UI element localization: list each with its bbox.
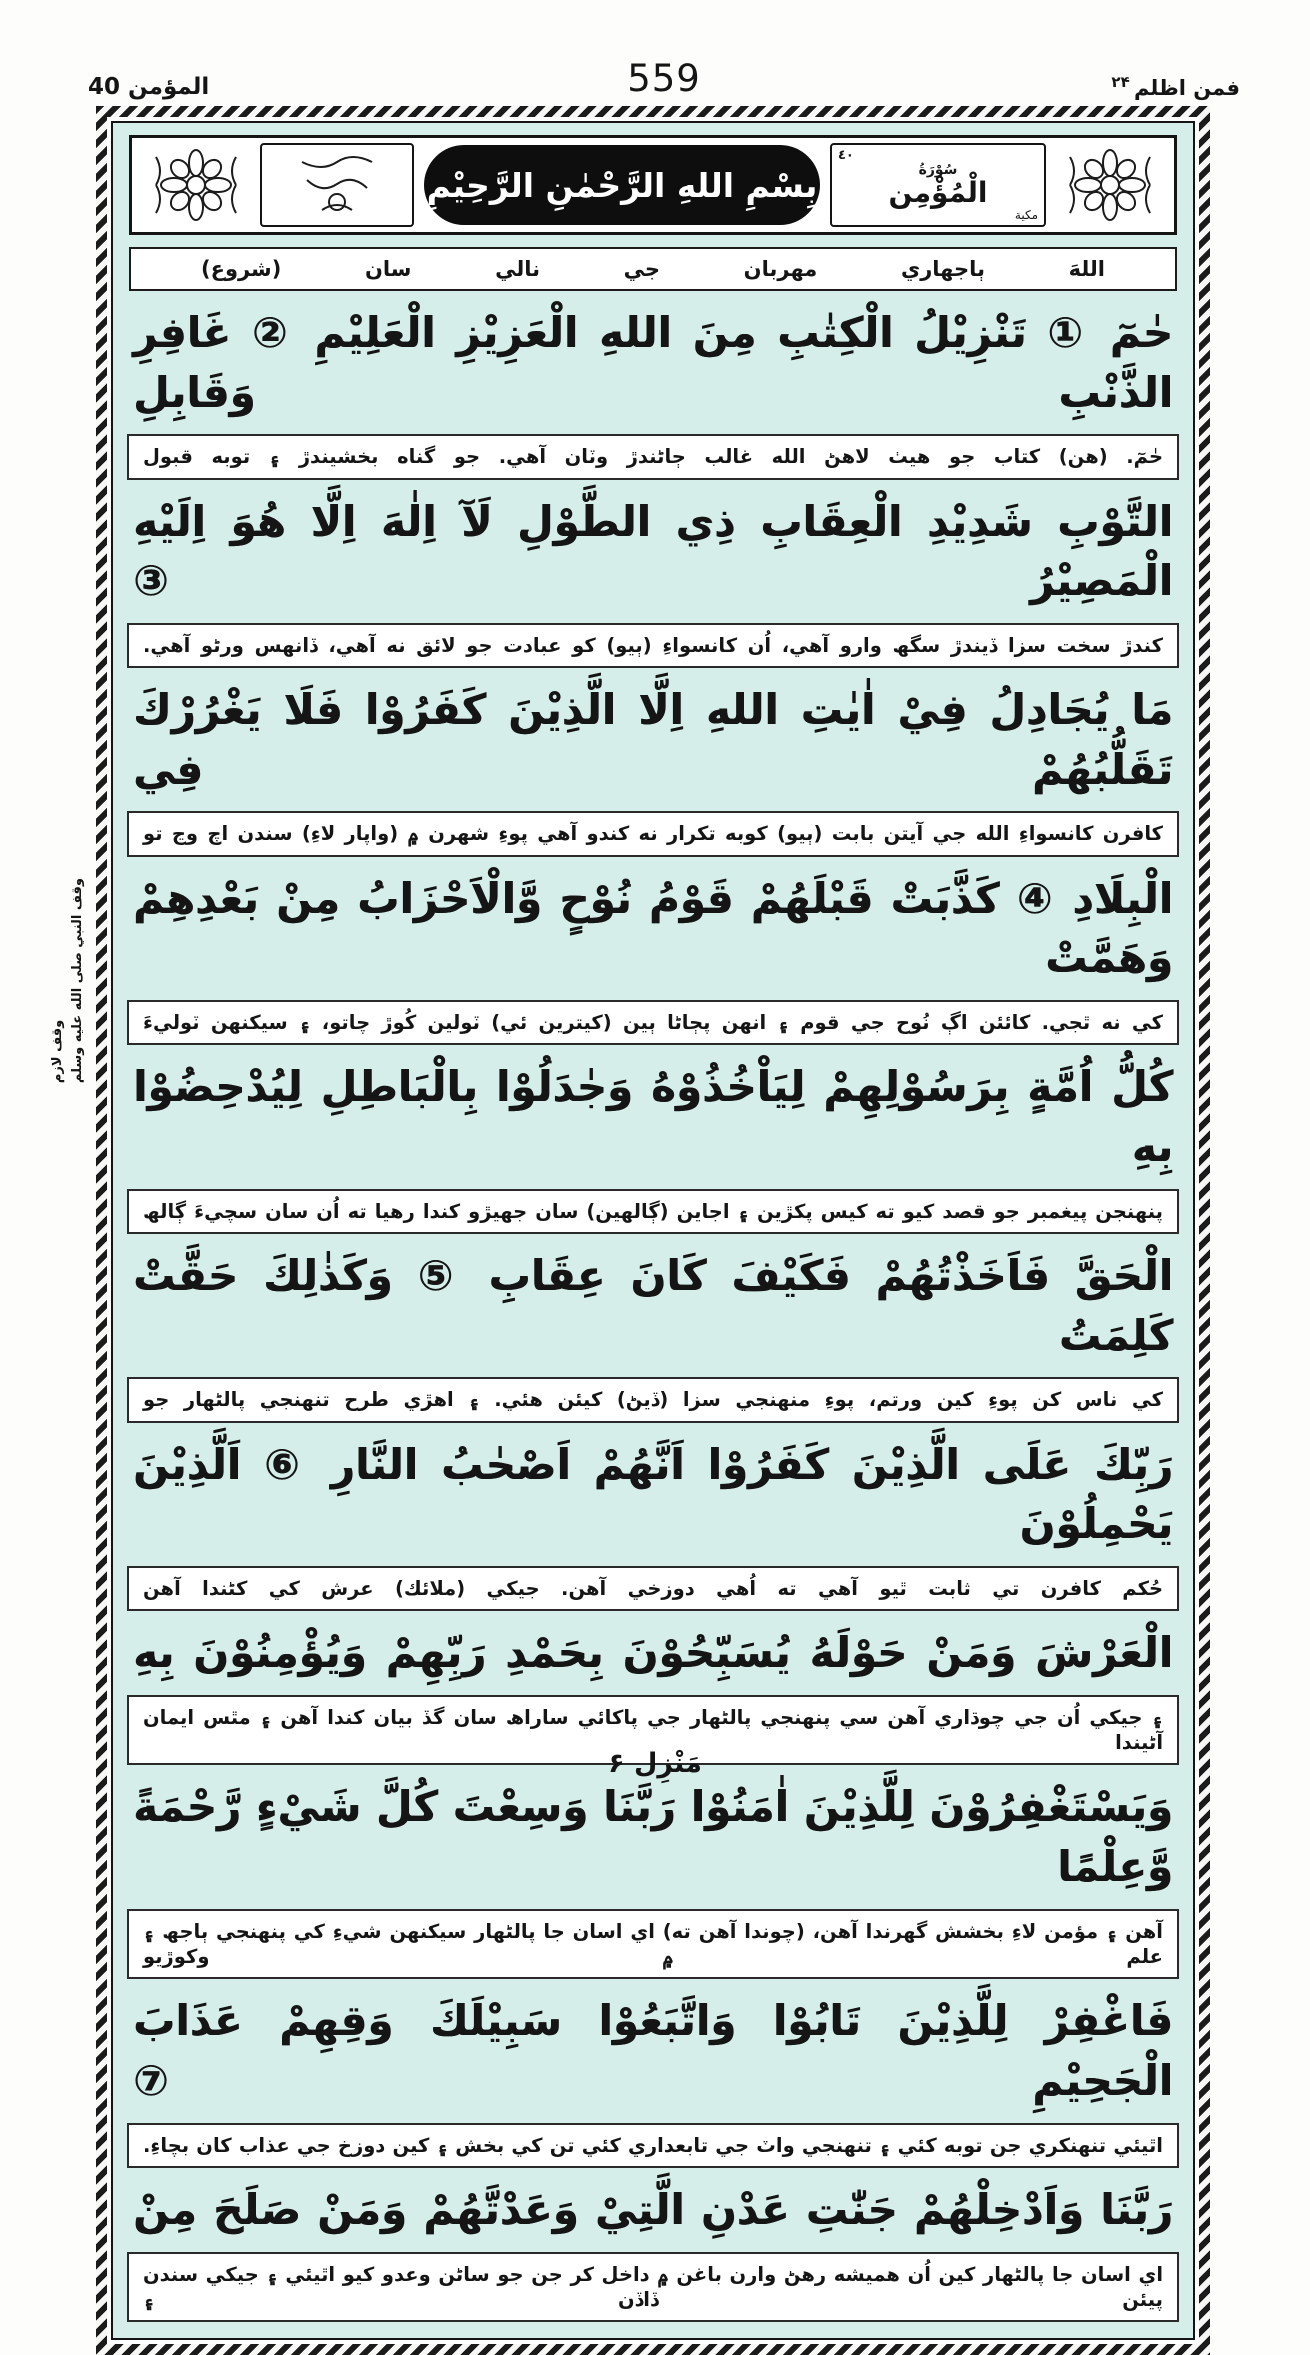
- translation-line: اٿيئي تنهنكري جن توبه كئي ۽ تنهنجي واٽ جي تابعداري كئي تن كي بخش ۽ كين دوزخ جي عذاب كان بچاءِ.: [127, 2123, 1179, 2168]
- margin-waqf-note: وقف النبي صلى الله عليه وسلم: [70, 878, 85, 1084]
- arabic-verse-line: وَيَسْتَغْفِرُوْنَ لِلَّذِيْنَ اٰمَنُوْا رَبَّنَا وَسِعْتَ كُلَّ شَيْءٍ رَّحْمَةً وَّعِلْمًا: [133, 1782, 1173, 1892]
- juz-label: [1111, 73, 1240, 100]
- basmala-translation-line: اللهَ ٻاجھاري مهربان جي نالي سان (شروع): [129, 247, 1177, 291]
- juz-number: ۲۴: [1111, 73, 1130, 91]
- ornament-panel: [260, 143, 414, 227]
- quran-rows: [127, 303, 1179, 2322]
- translation-line: اي اسان جا پالڻهار كين اُن هميشه رهڻ وارن باغن ۾ داخل كر جن جو ساڻن وعدو كيو اٿيئي ۽ جيكي سندن پيئن ڏاڏن ۽: [127, 2252, 1179, 2323]
- floral-ornament-icon: [1056, 143, 1164, 227]
- page-number: 559: [627, 57, 701, 100]
- translation-line: كافرن كانسواءِ الله جي آيتن بابت (ٻيو) كوبه تكرار نه كندو آهي پوءِ شهرن ۾ (واپار لاءِ) سندن اچ وڃ تو: [127, 811, 1179, 856]
- page-body-panel: [111, 121, 1195, 2340]
- arabic-verse-line: الْحَقَّ فَاَخَذْتُهُمْ فَكَيْفَ كَانَ عِقَابِ ⑤ وَكَذٰلِكَ حَقَّتْ كَلِمَتُ: [133, 1250, 1173, 1360]
- translation-line: كي ناس كن پوءِ كين ورتم، پوءِ منهنجي سزا (ڏيڻ) كيئن هئي. ۽ اهڙي طرح تنهنجي پالڻهار جو: [127, 1377, 1179, 1422]
- manzil-footer: مَنْزِل ۶: [608, 1748, 702, 1779]
- surah-origin-label: مكية: [1014, 208, 1038, 222]
- margin-waqf-note: وقف لازم: [50, 1019, 65, 1084]
- page-header: [0, 48, 1310, 100]
- bismillah-banner: [129, 135, 1177, 235]
- translation-line: ۽ جيكي اُن جي چوڌاري آهن سي پنهنجي پالڻهار جي پاكائي ساراھ سان گڏ بيان كندا آهن ۽ مٿس ايمان آڻيندا: [127, 1695, 1179, 1766]
- arabic-verse-line: مَا يُجَادِلُ فِيْ اٰيٰتِ اللهِ اِلَّا الَّذِيْنَ كَفَرُوْا فَلَا يَغْرُرْكَ تَقَلُّبُهُمْ فِي: [133, 685, 1173, 794]
- arabic-verse-line: الْبِلَادِ ④ كَذَّبَتْ قَبْلَهُمْ قَوْمُ نُوْحٍ وَّالْاَحْزَابُ مِنْ بَعْدِهِمْ وَهَمَّتْ: [133, 873, 1173, 983]
- arabic-verse-line: فَاغْفِرْ لِلَّذِيْنَ تَابُوْا وَاتَّبَعُوْا سَبِيْلَكَ وَقِهِمْ عَذَابَ الْجَحِيْمِ ⑦: [133, 1996, 1173, 2106]
- frame-gap: [107, 117, 1199, 2344]
- translation-line: كي نه ٿجي. كائئن اڳ نُوح جي قوم ۽ انهن پڄاڻا ٻين (كيترين ئي) ٽولين كُوڙ چاتو، ۽ سيكنهن ٽوليءَ: [127, 1000, 1179, 1045]
- translation-line: آهن ۽ مؤمن لاءِ بخشش گهرندا آهن، (چوندا آهن ته) اي اسان جا پالڻهار سيكنهن شيءِ كي پنهنجي ٻاجھ ۽ علم ۾ وكوڙيو: [127, 1909, 1179, 1980]
- arabic-verse-line: رَبَّنَا وَاَدْخِلْهُمْ جَنّٰتِ عَدْنِ الَّتِيْ وَعَدْتَّهُمْ وَمَنْ صَلَحَ مِنْ: [133, 2185, 1173, 2234]
- translation-line: حُكم كافرن تي ثابت ٿيو آهي ته اُهي دوزخي آهن. جيكي (ملائك) عرش كي كڻندا آهن: [127, 1566, 1179, 1611]
- juz-name: فمن اظلم: [1133, 76, 1240, 100]
- arabic-verse-line: التَّوْبِ شَدِيْدِ الْعِقَابِ ذِي الطَّوْلِ لَآ اِلٰهَ اِلَّا هُوَ اِلَيْهِ الْمَصِيْرُ ③: [133, 496, 1173, 606]
- surah-title-panel: [830, 143, 1046, 227]
- surah-title: الْمُؤْمِن: [888, 175, 988, 209]
- surah-word-label: سُوْرَةُ: [918, 161, 958, 178]
- bismillah-cartouche: بِسْمِ اللهِ الرَّحْمٰنِ الرَّحِيْمِ: [424, 145, 820, 225]
- decorative-border-frame: [96, 106, 1210, 2355]
- translation-line: پنهنجن پيغمبر جو قصد كيو ته كيس پكڙين ۽ اجاين (ڳالهين) سان جهيڙو كندا رهيا ته اُن سان سچيءَ ڳالھ: [127, 1189, 1179, 1234]
- floral-ornament-icon: [142, 143, 250, 227]
- translation-line: حٰمٓ. (هن) كتاب جو هيٺ لاهڻ الله غالب ڄاڻندڙ وٽان آهي. جو گناه بخشيندڙ ۽ توبه قبول: [127, 434, 1179, 479]
- margin-waqf-notes: [50, 878, 85, 1083]
- surah-corner-label: المؤمن 40: [88, 74, 210, 100]
- surah-number-badge: ٤٠: [838, 148, 854, 163]
- translation-line: كندڙ سخت سزا ڏيندڙ سگھ وارو آهي، اُن كانسواءِ (ٻيو) كو عبادت جو لائق نه آهي، ڏانهس ورڻو آهي.: [127, 623, 1179, 668]
- arabic-verse-line: رَبِّكَ عَلَى الَّذِيْنَ كَفَرُوْا اَنَّهُمْ اَصْحٰبُ النَّارِ ⑥ اَلَّذِيْنَ يَحْمِلُوْنَ: [133, 1439, 1173, 1549]
- arabic-verse-line: كُلُّ اُمَّةٍ بِرَسُوْلِهِمْ لِيَاْخُذُوْهُ وَجٰدَلُوْا بِالْبَاطِلِ لِيُدْحِضُوْا بِهِ: [133, 1062, 1173, 1171]
- arabic-verse-line: الْعَرْشَ وَمَنْ حَوْلَهُ يُسَبِّحُوْنَ بِحَمْدِ رَبِّهِمْ وَيُؤْمِنُوْنَ بِهِ: [133, 1628, 1173, 1678]
- arabic-verse-line: حٰمٓ ① تَنْزِيْلُ الْكِتٰبِ مِنَ اللهِ الْعَزِيْزِ الْعَلِيْمِ ② غَافِرِ الذَّنْبِ وَقَابِلِ: [133, 308, 1173, 417]
